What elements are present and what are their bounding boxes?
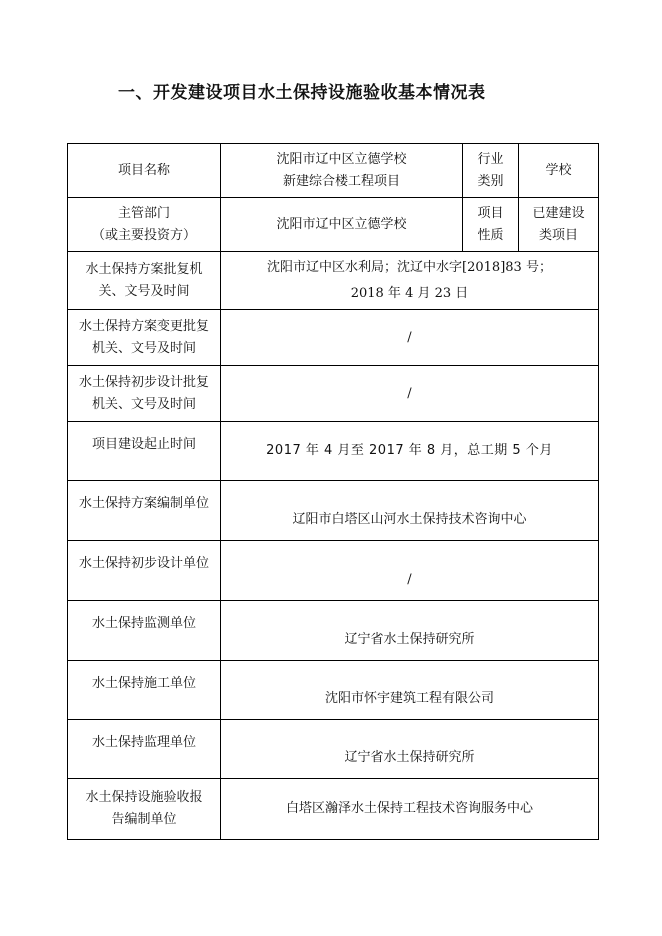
project-name-value: [221, 144, 463, 198]
plan-unit-value: 辽阳市白塔区山河水土保持技术咨询中心: [221, 481, 599, 541]
plan-approval-label: [68, 252, 221, 310]
row-monitor-unit: [68, 601, 599, 661]
report-unit-label-line1: 水土保持设施验收报: [85, 790, 203, 805]
row-plan-unit: [68, 481, 599, 541]
industry-label-line1: 行业: [477, 151, 504, 167]
nature-label: [463, 198, 519, 252]
row-project-name: [68, 144, 599, 198]
nature-value: [519, 198, 599, 252]
nature-value-line1: 已建建设: [532, 205, 585, 221]
page-title: 一、开发建设项目水土保持设施验收基本情况表: [118, 83, 486, 103]
supervision-unit-value: 辽宁省水土保持研究所: [221, 720, 599, 779]
prelim-design-value: /: [221, 366, 599, 422]
plan-change-label: [68, 310, 221, 366]
nature-value-line2: 类项目: [538, 227, 578, 243]
info-table: [67, 143, 599, 840]
plan-change-value: /: [221, 310, 599, 366]
row-design-unit: [68, 541, 599, 601]
report-unit-label-line2: 告编制单位: [111, 812, 177, 827]
row-prelim-design: [68, 366, 599, 422]
prelim-design-label-line1: 水土保持初步设计批复: [78, 374, 209, 390]
authority-label: [68, 198, 221, 252]
report-unit-value: 白塔区瀚泽水土保持工程技术咨询服务中心: [221, 779, 599, 840]
plan-approval-value-line2: 2018 年 4 月 23 日: [350, 285, 469, 301]
industry-label: [463, 144, 519, 198]
authority-label-line2: （或主要投资方）: [91, 227, 196, 243]
plan-approval-label-line2: 关、文号及时间: [98, 283, 190, 299]
row-supervision-unit: [68, 720, 599, 779]
industry-value: 学校: [519, 144, 599, 198]
authority-label-line1: 主管部门: [117, 205, 170, 221]
supervision-unit-label: 水土保持监理单位: [68, 720, 221, 779]
row-construction-period: [68, 422, 599, 481]
design-unit-label: 水土保持初步设计单位: [68, 541, 221, 601]
authority-value: 沈阳市辽中区立德学校: [221, 198, 463, 252]
construction-period-label: 项目建设起止时间: [68, 422, 221, 481]
nature-label-line2: 性质: [477, 227, 504, 243]
row-authority: [68, 198, 599, 252]
plan-change-label-line1: 水土保持方案变更批复: [78, 318, 209, 334]
row-report-unit: [68, 779, 599, 840]
monitor-unit-label: 水土保持监测单位: [68, 601, 221, 661]
row-plan-change: [68, 310, 599, 366]
prelim-design-label: [68, 366, 221, 422]
construction-unit-value: 沈阳市怀宇建筑工程有限公司: [221, 661, 599, 720]
project-name-label: 项目名称: [68, 144, 221, 198]
plan-unit-label: 水土保持方案编制单位: [68, 481, 221, 541]
industry-label-line2: 类别: [477, 173, 504, 189]
prelim-design-label-line2: 机关、文号及时间: [91, 396, 196, 412]
project-name-value-line2: 新建综合楼工程项目: [282, 173, 400, 189]
nature-label-line1: 项目: [477, 205, 504, 221]
plan-approval-label-line1: 水土保持方案批复机: [85, 261, 203, 277]
project-name-value-line1: 沈阳市辽中区立德学校: [276, 151, 407, 167]
plan-approval-value: [221, 252, 599, 310]
plan-change-label-line2: 机关、文号及时间: [91, 340, 196, 356]
plan-approval-value-line1: 沈阳市辽中区水利局；沈辽中水字[2018]83 号；: [267, 259, 552, 275]
row-construction-unit: [68, 661, 599, 720]
report-unit-label: [68, 779, 221, 840]
construction-unit-label: 水土保持施工单位: [68, 661, 221, 720]
row-plan-approval: [68, 252, 599, 310]
construction-period-value: 2017 年 4 月至 2017 年 8 月，总工期 5 个月: [221, 422, 599, 481]
design-unit-value: /: [221, 541, 599, 601]
monitor-unit-value: 辽宁省水土保持研究所: [221, 601, 599, 661]
